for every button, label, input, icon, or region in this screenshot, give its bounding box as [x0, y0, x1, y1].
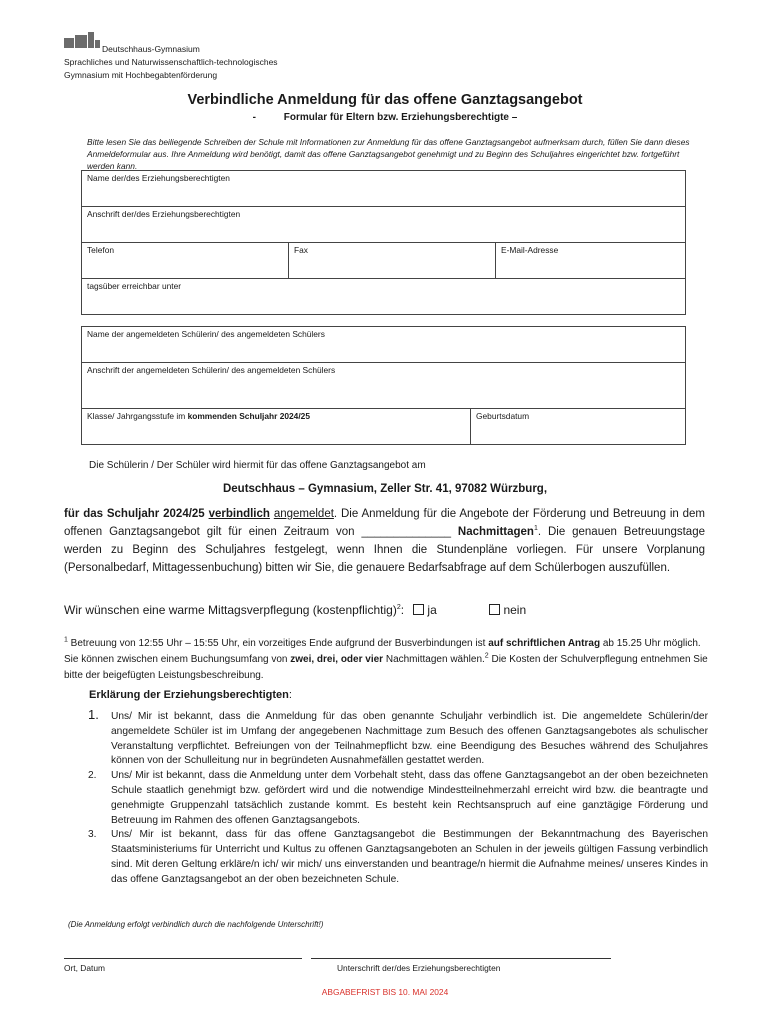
footnote-ref-1: 1	[533, 525, 538, 533]
meal-no-label: nein	[503, 603, 527, 617]
school-header	[64, 43, 278, 82]
place-date-label: Ort, Datum	[64, 963, 105, 973]
student-name-field[interactable]	[82, 327, 686, 363]
footnote-text-3: Nachmittagen wählen.	[383, 654, 485, 665]
school-profile: Sprachliches und Naturwissenschaftlich-technologisches	[64, 57, 278, 67]
declaration-number: 3.	[88, 829, 97, 841]
footnote-text-2: ab 15.25 Uhr möglich. Sie können zwischen einem Buchungsumfang von	[64, 638, 701, 665]
page-title: Verbindliche Anmeldung für das offene Ganztagsangebot	[187, 92, 583, 108]
intro-text: Bitte lesen Sie das beiliegende Schreiben der Schule mit Informationen zur Anmeldung für das offene Ganztagsangebot aufmerksam durch, füllen Sie dann dieses Anmeldeformular aus. Ihre Anmeldung wird benötigt, damit das offene Ganztagsangebot genehmigt und zu Beginn des Schuljahres eingerichtet bzw. fortgeführt werden kann.	[87, 137, 690, 171]
paragraph-text-2: . Die genauen Betreuungstage werden zu Beginn des Schuljahres festgelegt, wenn Ihnen die Stundenpläne vorliegen. Für unsere Vorplanung (Personalbedarf, Mittagessenbuchung) bitten wir Sie, die genauere Bedarfsabfrage auf dem Schülerbogen auszufüllen.	[64, 526, 705, 574]
declaration-number: 1.	[88, 707, 99, 722]
meal-yes-label: ja	[427, 603, 437, 617]
parent-name-label: Name der/des Erziehungsberechtigten	[87, 173, 230, 183]
registration-sentence: Die Schülerin / Der Schüler wird hiermit für das offene Ganztagsangebot am	[89, 460, 426, 471]
declaration-list	[68, 707, 708, 888]
fax-label: Fax	[294, 245, 308, 255]
school-year: für das Schuljahr 2024/25	[64, 508, 205, 520]
footnote	[64, 636, 714, 684]
student-info-table	[81, 326, 686, 445]
student-address-label: Anschrift der angemeldeten Schülerin/ des angemeldeten Schülers	[87, 365, 336, 375]
declaration-text: Uns/ Mir ist bekannt, dass die Anmeldung für das oben genannte Schuljahr verbindlich ist. Die angemeldete Schülerin/der angemeldete Schüler ist im Umfang der angegebenen Nachmittage zum Besuch des offenen Ganztagsangebotes als schulischer Veranstaltung verpflichtet. Befreiungen von der Teilnahmepflicht bzw. eine Beendigung des Besuches während des Schuljahres können von der Schulleitung nur in begründeten Ausnahmefällen gestattet werden.	[111, 711, 708, 767]
place-date-line[interactable]	[64, 958, 302, 959]
declaration-item	[68, 707, 708, 769]
parent-address-field[interactable]	[82, 207, 686, 243]
page-subtitle: - Formular für Eltern bzw. Erziehungsberechtigte –	[252, 112, 518, 123]
phone-label: Telefon	[87, 245, 115, 255]
reachable-label: tagsüber erreichbar unter	[87, 281, 182, 291]
email-label: E-Mail-Adresse	[501, 245, 559, 255]
meal-question	[64, 603, 526, 617]
meal-no-checkbox[interactable]	[489, 604, 500, 615]
declaration-heading-colon: :	[288, 689, 292, 701]
phone-field[interactable]	[82, 243, 289, 279]
parent-name-field[interactable]	[82, 171, 686, 207]
school-profile-2: Gymnasium mit Hochbegabtenförderung	[64, 70, 218, 80]
meal-question-text: Wir wünschen eine warme Mittagsverpflegung (kostenpflichtig)	[64, 603, 397, 617]
signature-line[interactable]	[311, 958, 611, 959]
signature-note: (Die Anmeldung erfolgt verbindlich durch die nachfolgende Unterschrift!)	[68, 920, 324, 929]
deadline-notice: ABGABEFRIST BIS 10. MAI 2024	[321, 987, 449, 997]
afternoons-word: Nachmittagen	[457, 526, 534, 538]
student-name-label: Name der angemeldeten Schülerin/ des angemeldeten Schülers	[87, 329, 325, 339]
fax-field[interactable]	[289, 243, 496, 279]
footnote-marker-2: 2	[484, 652, 489, 660]
binding-word: verbindlich	[208, 508, 270, 520]
declaration-text: Uns/ Mir ist bekannt, dass für das offene Ganztagsangebot die Bestimmungen der Bekanntmachung des Bayerischen Staatsministeriums für Unterricht und Kultus zu offenen Ganztagsangeboten an Schulen in der jeweils gültigen Fassung verbindlich sind. Mit deren Geltung erkläre/n ich/ wir mich/ uns einverstanden und beantrage/n hiermit die Aufnahme meines/ unseres Kindes in das offene Ganztagsangebot an der oben bezeichneten Schule.	[111, 829, 708, 885]
class-label: Klasse/ Jahrgangsstufe im	[87, 411, 188, 421]
class-label-year: kommenden Schuljahr 2024/25	[187, 411, 310, 421]
declaration-number: 2.	[88, 770, 97, 782]
footnote-ref-2: 2	[396, 604, 401, 611]
email-field[interactable]	[496, 243, 686, 279]
footnote-text-4: Die Kosten der Schulverpflegung entnehmen Sie bitte der beigefügten Leistungsbeschreibung.	[64, 654, 708, 681]
footnote-marker-1: 1	[64, 636, 68, 644]
student-address-field[interactable]	[82, 363, 686, 409]
footnote-bold-1: auf schriftlichen Antrag	[488, 638, 601, 649]
registered-word: angemeldet	[273, 508, 334, 520]
meal-yes-checkbox[interactable]	[413, 604, 424, 615]
declaration-item	[68, 769, 708, 828]
footnote-bold-2: zwei, drei, oder vier	[290, 654, 384, 665]
declaration-text: Uns/ Mir ist bekannt, dass die Anmeldung unter dem Vorbehalt steht, dass das offene Ganztagsangebot an der oben bezeichneten Schule staatlich genehmigt bzw. gefördert wird und die notwendige Mindestteilnehmerzahl erreicht wird bzw. die beantragte und genehmigte Gruppenzahl tatsächlich zustande kommt. Es besteht kein Rechtsanspruch auf eine ganztägige Förderung und Betreuung im Rahmen des offenen Ganztagsangebots.	[111, 770, 708, 826]
reachable-field[interactable]	[82, 279, 686, 315]
signature-label: Unterschrift der/des Erziehungsberechtigten	[337, 963, 501, 973]
meal-colon: :	[400, 603, 405, 617]
registration-paragraph	[64, 505, 705, 577]
parent-info-table	[81, 170, 686, 315]
class-field[interactable]	[82, 409, 471, 445]
birthdate-field[interactable]	[471, 409, 686, 445]
declaration-heading-text: Erklärung der Erziehungsberechtigten	[89, 689, 289, 701]
birthdate-label: Geburtsdatum	[476, 411, 530, 421]
paragraph-text-1: . Die Anmeldung für die Angebote der Förderung und Betreuung in dem offenen Ganztagsangebot gilt für einen Zeitraum von ______________	[64, 508, 706, 538]
footnote-text-1: Betreuung von 12:55 Uhr – 15:55 Uhr, ein vorzeitiges Ende aufgrund der Busverbindungen ist	[67, 638, 489, 649]
school-name: Deutschhaus-Gymnasium	[102, 44, 200, 54]
declaration-item	[68, 828, 708, 887]
declaration-heading	[89, 689, 292, 701]
parent-address-label: Anschrift der/des Erziehungsberechtigten	[87, 209, 241, 219]
school-address: Deutschhaus – Gymnasium, Zeller Str. 41, 97082 Würzburg,	[222, 483, 548, 495]
